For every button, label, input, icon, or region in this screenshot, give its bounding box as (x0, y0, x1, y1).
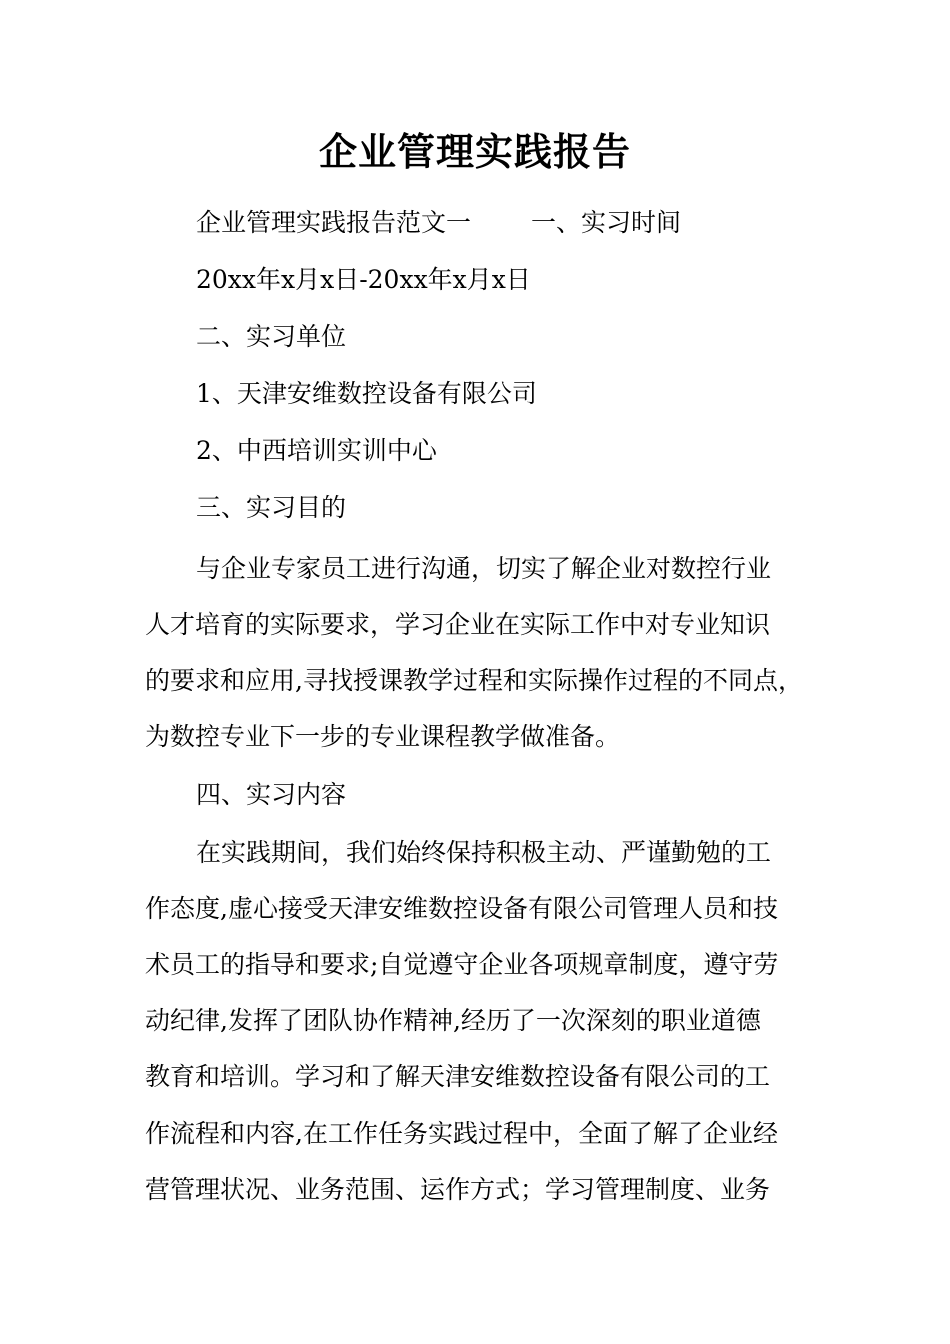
purpose-paragraph-line: 人才培育的实际要求，学习企业在实际工作中对专业知识 (145, 610, 771, 639)
content-paragraph-line: 在实践期间，我们始终保持积极主动、严谨勤勉的工 (196, 838, 772, 867)
content-paragraph-line: 术员工的指导和要求;自觉遵守企业各项规章制度，遵守劳 (145, 950, 779, 979)
date-range: 20xx年x月x日-20xx年x月x日 (196, 265, 531, 294)
intro-line (196, 203, 681, 243)
content-paragraph-line: 教育和培训。学习和了解天津安维数控设备有限公司的工 (145, 1062, 771, 1091)
purpose-paragraph-line: 为数控专业下一步的专业课程教学做准备。 (145, 722, 621, 751)
unit-item-1: 1、天津安维数控设备有限公司 (196, 379, 537, 408)
content-paragraph-line: 营管理状况、业务范围、运作方式；学习管理制度、业务 (145, 1175, 771, 1204)
purpose-paragraph-line: 与企业专家员工进行沟通，切实了解企业对数控行业 (196, 554, 772, 583)
content-paragraph-line: 作流程和内容,在工作任务实践过程中，全面了解了企业经 (145, 1119, 778, 1148)
content-paragraph-line: 动纪律,发挥了团队协作精神,经历了一次深刻的职业道德 (145, 1006, 761, 1035)
section-content-heading: 四、实习内容 (196, 780, 347, 809)
document-title: 企业管理实践报告 (318, 129, 631, 174)
content-paragraph-line: 作态度,虚心接受天津安维数控设备有限公司管理人员和技 (145, 894, 778, 923)
unit-item-2: 2、中西培训实训中心 (196, 436, 437, 465)
section-purpose-heading: 三、实习目的 (196, 493, 347, 522)
intro-left-text: 企业管理实践报告范文一 (196, 208, 472, 237)
section-time-heading: 一、实习时间 (531, 208, 682, 237)
purpose-paragraph-line: 的要求和应用,寻找授课教学过程和实际操作过程的不同点， (145, 666, 803, 695)
section-unit-heading: 二、实习单位 (196, 322, 347, 351)
